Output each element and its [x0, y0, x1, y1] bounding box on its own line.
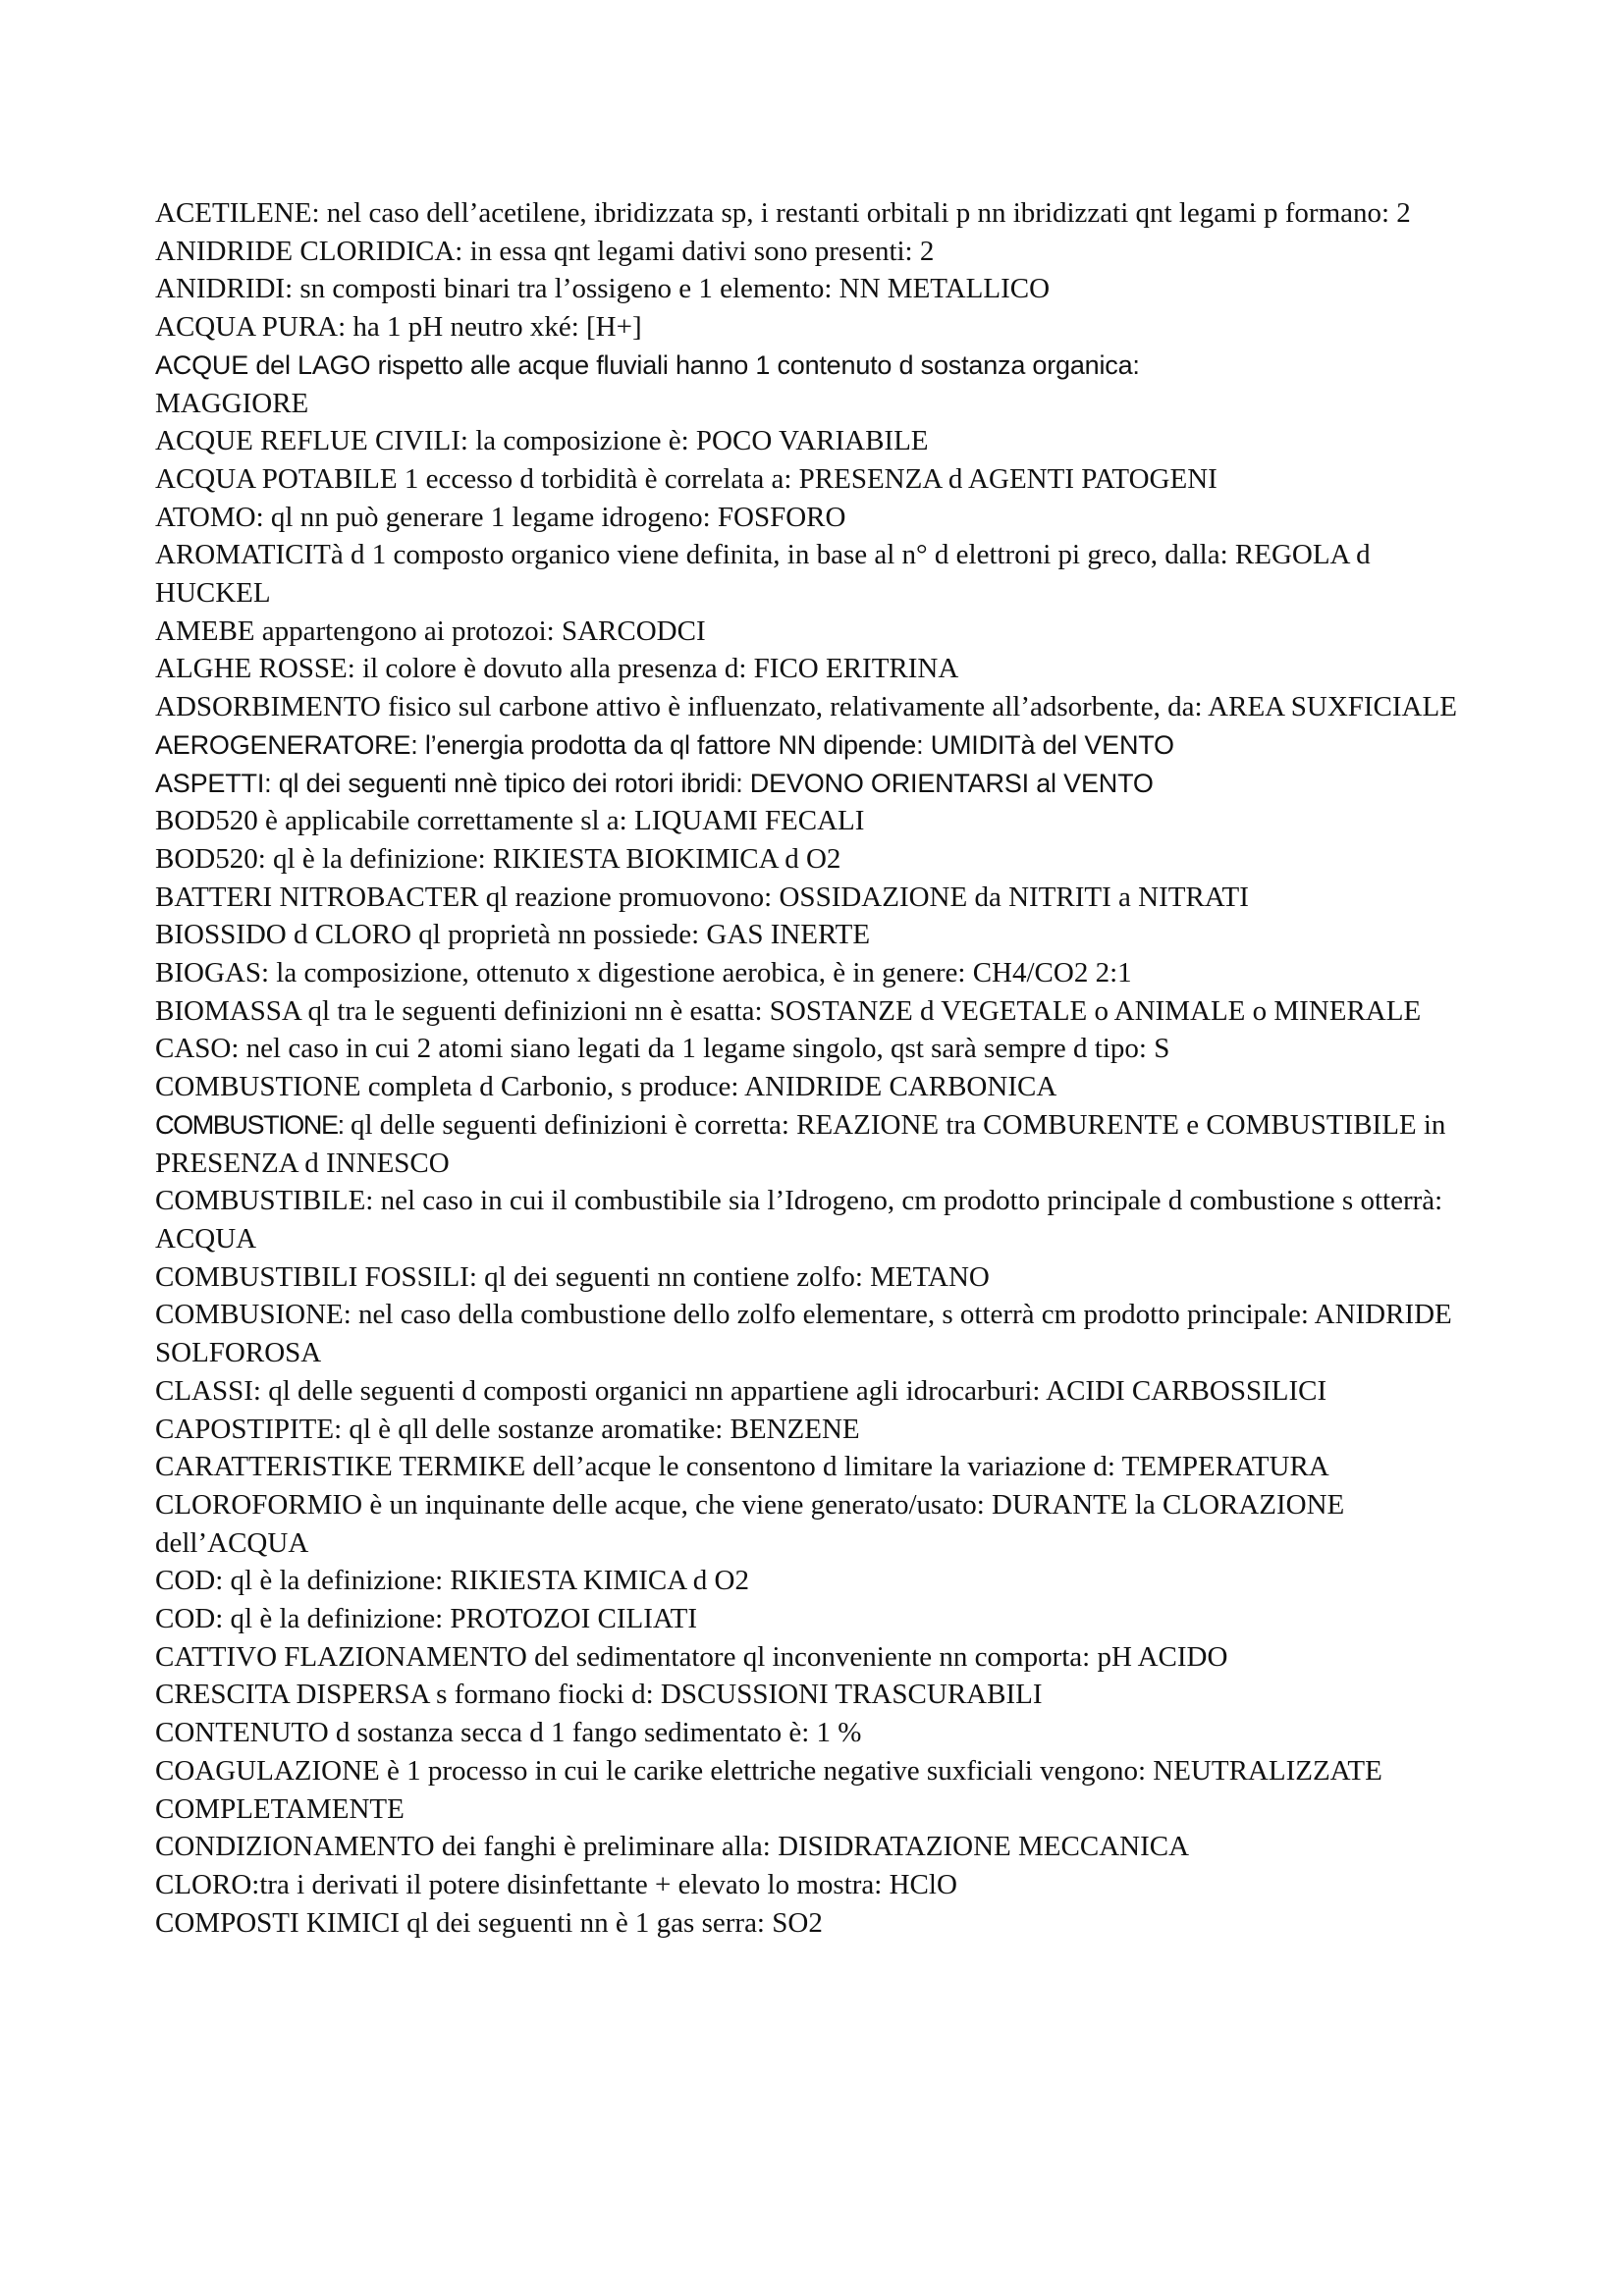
- note-entry: [155, 1904, 1471, 1943]
- note-entry-text: ACQUA PURA: ha 1 pH neutro xké: [H+]: [155, 311, 642, 344]
- note-entry-text: AEROGENERATORE: l’energia prodotta da ql fattore NN dipende: UMIDITà del VENTO: [155, 729, 1174, 760]
- note-entry: [155, 726, 1471, 765]
- note-entry: [155, 1562, 1471, 1600]
- note-entry: [155, 802, 1471, 840]
- note-entry: [155, 916, 1471, 954]
- note-entry-text: ANIDRIDI: sn composti binari tra l’ossigeno e 1 elemento: NN METALLICO: [155, 273, 1051, 305]
- note-entry-text: BIOMASSA ql tra le seguenti definizioni nn è esatta: SOSTANZE d VEGETALE o ANIMALE o MINERALE: [155, 994, 1422, 1027]
- note-entry: [155, 954, 1471, 992]
- notes-list: [155, 194, 1471, 1942]
- note-entry: [155, 1068, 1471, 1106]
- note-entry: [155, 879, 1471, 917]
- note-entry: [155, 1448, 1471, 1486]
- note-entry: [155, 688, 1471, 726]
- note-entry-text: CONTENUTO d sostanza secca d 1 fango sedimentato è: 1 %: [155, 1717, 862, 1749]
- note-entry-text: COD: ql è la definizione: PROTOZOI CILIATI: [155, 1603, 697, 1635]
- note-entry: [155, 422, 1471, 460]
- note-entry-text: CASO: nel caso in cui 2 atomi siano legati da 1 legame singolo, qst sarà sempre d tipo: S: [155, 1033, 1170, 1065]
- note-entry-text: COAGULAZIONE è 1 processo in cui le carike elettriche negative suxficiali vengono: NEUTRALIZZATE COMPLETAMENTE: [155, 1754, 1382, 1825]
- note-entry-text: COMBUSTIBILI FOSSILI: ql dei seguenti nn contiene zolfo: METANO: [155, 1260, 990, 1293]
- note-entry-text: ANIDRIDE CLORIDICA: in essa qnt legami dativi sono presenti: 2: [155, 235, 935, 267]
- note-entry: [155, 536, 1471, 612]
- note-entry-text: ACQUA POTABILE 1 eccesso d torbidità è correlata a: PRESENZA d AGENTI PATOGENI: [155, 462, 1217, 495]
- note-entry: [155, 347, 1471, 422]
- note-entry: [155, 1411, 1471, 1449]
- note-entry: [155, 1600, 1471, 1638]
- note-entry: [155, 1182, 1471, 1257]
- note-entry-text: COD: ql è la definizione: RIKIESTA KIMICA d O2: [155, 1565, 749, 1597]
- note-entry-key: COMBUSTIONE:: [155, 1109, 344, 1140]
- note-entry: [155, 1106, 1471, 1182]
- note-entry-text: CLASSI: ql delle seguenti d composti organici nn appartiene agli idrocarburi: ACIDI CARBOSSILICI: [155, 1374, 1327, 1407]
- note-entry-text: ACQUE del LAGO rispetto alle acque fluviali hanno 1 contenuto d sostanza organica:: [155, 349, 1140, 380]
- note-entry: [155, 1296, 1471, 1371]
- note-entry: [155, 270, 1471, 308]
- note-entry-text: ADSORBIMENTO fisico sul carbone attivo è influenzato, relativamente all’adsorbente, da: AREA SUXFICIALE: [155, 691, 1457, 723]
- note-entry-text: ALGHE ROSSE: il colore è dovuto alla presenza d: FICO ERITRINA: [155, 653, 959, 685]
- note-entry-text: BOD520 è applicabile correttamente sl a: LIQUAMI FECALI: [155, 805, 865, 837]
- note-entry-text: AROMATICITà d 1 composto organico viene definita, in base al n° d elettroni pi greco, dalla: REGOLA d HUCKEL: [155, 539, 1371, 610]
- note-entry: [155, 460, 1471, 499]
- note-entry-text: CLORO:tra i derivati il potere disinfettante + elevato lo mostra: HClO: [155, 1868, 957, 1900]
- note-entry-text: BIOSSIDO d CLORO ql proprietà nn possiede: GAS INERTE: [155, 919, 871, 951]
- note-entry-text: COMPOSTI KIMICI ql dei seguenti nn è 1 gas serra: SO2: [155, 1906, 823, 1939]
- note-entry-text: ACQUE REFLUE CIVILI: la composizione è: POCO VARIABILE: [155, 425, 929, 457]
- note-entry: [155, 1486, 1471, 1562]
- note-entry: [155, 233, 1471, 271]
- note-entry-text: BATTERI NITROBACTER ql reazione promuovono: OSSIDAZIONE da NITRITI a NITRATI: [155, 881, 1249, 913]
- note-entry-text: COMBUSIONE: nel caso della combustione dello zolfo elementare, s otterrà cm prodotto principale: ANIDRIDE SOLFOROSA: [155, 1299, 1452, 1369]
- note-entry: [155, 1638, 1471, 1677]
- note-entry-text: AMEBE appartengono ai protozoi: SARCODCI: [155, 614, 706, 647]
- note-entry: [155, 1258, 1471, 1297]
- note-entry: [155, 1828, 1471, 1866]
- note-entry: [155, 1676, 1471, 1714]
- note-entry: [155, 765, 1471, 803]
- note-entry-text: COMBUSTIONE completa d Carbonio, s produce: ANIDRIDE CARBONICA: [155, 1071, 1057, 1103]
- note-entry: [155, 840, 1471, 879]
- note-entry-text: ATOMO: ql nn può generare 1 legame idrogeno: FOSFORO: [155, 501, 846, 533]
- note-entry-text: CARATTERISTIKE TERMIKE dell’acque le consentono d limitare la variazione d: TEMPERATURA: [155, 1451, 1329, 1483]
- note-entry-text: ACETILENE: nel caso dell’acetilene, ibridizzata sp, i restanti orbitali p nn ibridizzati qnt legami p formano: 2: [155, 197, 1411, 229]
- note-entry: [155, 1866, 1471, 1904]
- note-entry-text: CRESCITA DISPERSA s formano fiocki d: DSCUSSIONI TRASCURABILI: [155, 1679, 1043, 1711]
- note-entry: [155, 308, 1471, 347]
- note-entry: [155, 499, 1471, 537]
- note-entry-text: CONDIZIONAMENTO dei fanghi è preliminare alla: DISIDRATAZIONE MECCANICA: [155, 1831, 1190, 1863]
- note-entry-text: ASPETTI: ql dei seguenti nnè tipico dei rotori ibridi: DEVONO ORIENTARSI al VENTO: [155, 768, 1154, 798]
- note-entry-text: ql delle seguenti definizioni è corretta: REAZIONE tra COMBURENTE e COMBUSTIBILE in PRESENZA d INNESCO: [155, 1108, 1446, 1179]
- note-entry: [155, 992, 1471, 1031]
- note-entry-text: COMBUSTIBILE: nel caso in cui il combustibile sia l’Idrogeno, cm prodotto principale d combustione s otterrà: ACQUA: [155, 1185, 1443, 1255]
- note-entry-text: BIOGAS: la composizione, ottenuto x digestione aerobica, è in genere: CH4/CO2 2:1: [155, 957, 1132, 989]
- note-entry-text: BOD520: ql è la definizione: RIKIESTA BIOKIMICA d O2: [155, 842, 841, 875]
- note-entry: [155, 1752, 1471, 1828]
- note-entry: [155, 1030, 1471, 1068]
- note-entry-text: CAPOSTIPITE: ql è qll delle sostanze aromatike: BENZENE: [155, 1413, 860, 1445]
- note-entry-tail: MAGGIORE: [155, 387, 309, 419]
- note-entry: [155, 1372, 1471, 1411]
- note-entry: [155, 613, 1471, 651]
- note-entry-text: CLOROFORMIO è un inquinante delle acque, che viene generato/usato: DURANTE la CLORAZIONE dell’ACQUA: [155, 1488, 1345, 1559]
- note-entry: [155, 194, 1471, 233]
- note-entry: [155, 650, 1471, 688]
- note-entry-text: CATTIVO FLAZIONAMENTO del sedimentatore ql inconveniente nn comporta: pH ACIDO: [155, 1640, 1228, 1673]
- note-entry: [155, 1714, 1471, 1752]
